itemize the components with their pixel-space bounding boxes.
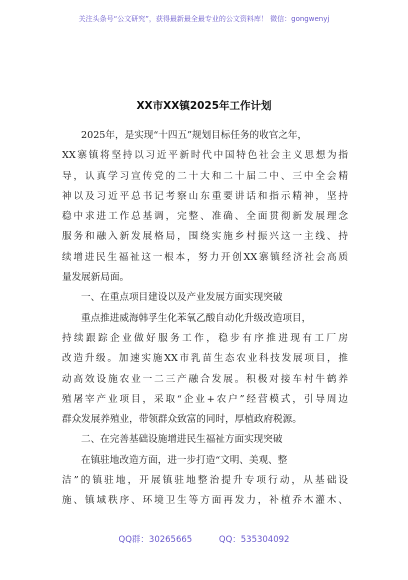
body-line: 改造升级。加速实施XX市乳苗生态农业科技发展项目，推 — [62, 353, 348, 365]
body-line: 稳中求进工作总基调，完整、准确、全面贯彻新发展理念 — [62, 211, 348, 223]
document-title: XX市XX镇2025年工作计划 — [136, 100, 272, 112]
body-line: 动高效设施农业一二三产融合发展。积极对接车村牛鹤养 — [62, 373, 348, 385]
body-line: 2025年，是实现“十四五”规划目标任务的收官之年， — [81, 130, 308, 141]
body-line: 量发展新局面。 — [62, 272, 130, 284]
section-heading: 二、在完善基础设施增进民生福祉方面实现突破 — [81, 434, 283, 446]
body-line: 群众发展养殖业，带领群众致富的同时，厚植政府税源。 — [62, 414, 302, 426]
footer-contact — [0, 533, 408, 545]
body-line: 施、镇域秩序、环境卫生等方面再发力，补植乔木灌木、 — [62, 495, 348, 507]
section-heading: 一、在重点项目建设以及产业发展方面实现突破 — [81, 292, 283, 304]
body-line: 导，认真学习宣传党的二十大和二十届二中、三中全会精 — [62, 170, 348, 182]
body-line: XX寨镇将坚持以习近平新时代中国特色社会主义思想为指 — [62, 150, 348, 162]
body-line: 洁”的镇驻地，开展镇驻地整治提升专项行动，从基础设 — [62, 475, 348, 487]
body-line: 服务和融入新发展格局，围绕实施乡村振兴这一主线、持 — [62, 231, 348, 243]
footer-qq: QQ：535304092 — [218, 535, 290, 545]
document-body — [62, 126, 348, 512]
body-line: 在镇驻地改造方面，进一步打造“文明、美观、整 — [81, 454, 288, 466]
body-line: 殖屠宰产业项目，采取“企业+农户”经营模式，引导周边 — [62, 393, 348, 405]
body-line: 续增进民生福祉这一根本，努力开创XX寨镇经济社会高质 — [62, 251, 348, 263]
body-line: 重点推进威海韩孚生化苯氧乙酸自动化升级改造项目， — [81, 312, 312, 324]
footer-qq-group: QQ群：30265665 — [118, 535, 193, 545]
header-promo-note: 关注头条号“公文研究”，获得最新最全最专业的公文资料库！ 微信：gongwenyj — [78, 15, 330, 23]
body-line: 持续跟踪企业做好服务工作，稳步有序推进现有工厂房 — [62, 332, 348, 344]
body-line: 神以及习近平总书记考察山东重要讲话和指示精神，坚持 — [62, 190, 348, 202]
